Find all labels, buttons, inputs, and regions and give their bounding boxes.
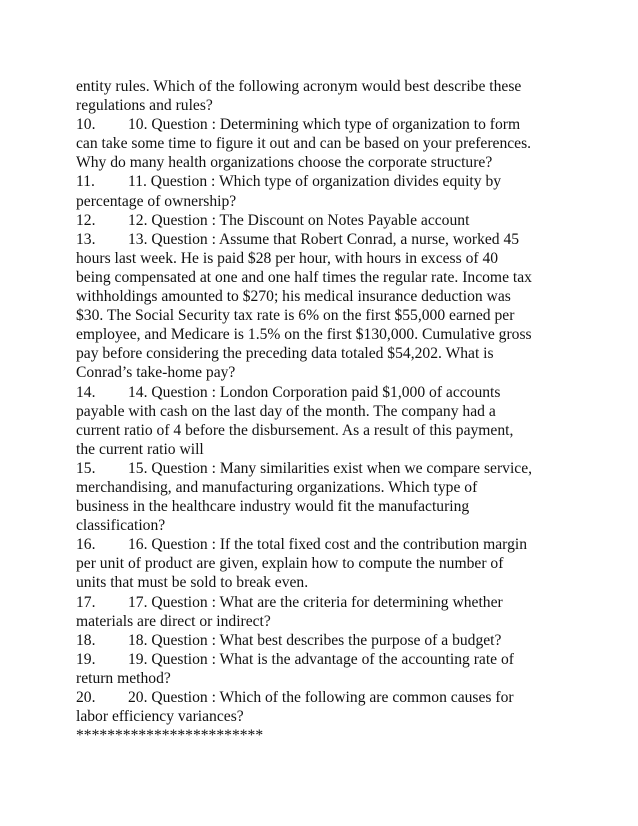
text-line: Conrad’s take-home pay?: [76, 364, 236, 382]
text-line: regulations and rules?: [76, 97, 213, 115]
question-number: 10.: [76, 116, 96, 134]
question-number: 17.: [76, 593, 96, 611]
text-line: units that must be sold to break even.: [76, 574, 309, 592]
text-line: employee, and Medicare is 1.5% on the first $130,000. Cumulative gross: [76, 326, 532, 344]
question-number: 16.: [76, 536, 96, 554]
question-line: [76, 459, 576, 478]
question-line: [76, 688, 576, 707]
question-text: 17. Question : What are the criteria for determining whether: [128, 593, 503, 611]
question-text: 15. Question : Many similarities exist when we compare service,: [128, 459, 533, 477]
question-line: [76, 230, 576, 249]
question-text: 14. Question : London Corporation paid $1,000 of accounts: [128, 383, 501, 401]
text-line: withholdings amounted to $270; his medical insurance deduction was: [76, 288, 511, 306]
question-line: [76, 631, 576, 650]
question-line: [76, 593, 576, 612]
text-line: entity rules. Which of the following acronym would best describe these: [76, 78, 522, 95]
text-line: return method?: [76, 669, 171, 687]
text-line: hours last week. He is paid $28 per hour, with hours in excess of 40: [76, 249, 499, 267]
text-line: materials are direct or indirect?: [76, 612, 271, 630]
question-number: 18.: [76, 631, 96, 649]
text-line: merchandising, and manufacturing organizations. Which type of: [76, 478, 478, 496]
question-text: 16. Question : If the total fixed cost and the contribution margin: [128, 536, 528, 554]
question-line: [76, 650, 576, 669]
text-line: business in the healthcare industry would fit the manufacturing: [76, 498, 470, 516]
text-line: Why do many health organizations choose the corporate structure?: [76, 154, 493, 172]
text-line: $30. The Social Security tax rate is 6% on the first $55,000 earned per: [76, 307, 515, 325]
text-line: current ratio of 4 before the disbursement. As a result of this payment,: [76, 421, 514, 439]
text-line: being compensated at one and one half times the regular rate. Income tax: [76, 268, 532, 286]
document-body: [76, 77, 576, 745]
text-line: payable with cash on the last day of the month. The company had a: [76, 402, 496, 420]
text-line: pay before considering the preceding data totaled $54,202. What is: [76, 345, 494, 363]
question-number: 13.: [76, 230, 96, 248]
question-line: [76, 211, 576, 230]
text-line: the current ratio will: [76, 440, 204, 458]
question-line: [76, 115, 576, 134]
question-text: 11. Question : Which type of organization divides equity by: [128, 173, 502, 191]
question-text: 13. Question : Assume that Robert Conrad, a nurse, worked 45: [128, 230, 520, 248]
question-text: 20. Question : Which of the following are common causes for: [128, 689, 514, 706]
question-number: 14.: [76, 383, 96, 401]
question-line: [76, 535, 576, 554]
text-line: ************************: [76, 727, 264, 745]
question-line: [76, 172, 576, 191]
text-line: per unit of product are given, explain how to compute the number of: [76, 555, 504, 573]
text-line: classification?: [76, 517, 166, 535]
question-number: 20.: [76, 689, 96, 706]
question-number: 19.: [76, 650, 96, 668]
question-number: 12.: [76, 211, 96, 229]
question-text: 19. Question : What is the advantage of the accounting rate of: [128, 650, 514, 668]
text-line: percentage of ownership?: [76, 192, 237, 210]
question-text: 10. Question : Determining which type of organization to form: [128, 116, 521, 134]
question-line: [76, 383, 576, 402]
question-number: 11.: [76, 173, 95, 191]
question-number: 15.: [76, 459, 96, 477]
text-line: can take some time to figure it out and can be based on your preferences.: [76, 135, 532, 153]
question-text: 18. Question : What best describes the purpose of a budget?: [128, 631, 502, 649]
question-text: 12. Question : The Discount on Notes Payable account: [128, 211, 470, 229]
text-line: labor efficiency variances?: [76, 708, 244, 726]
